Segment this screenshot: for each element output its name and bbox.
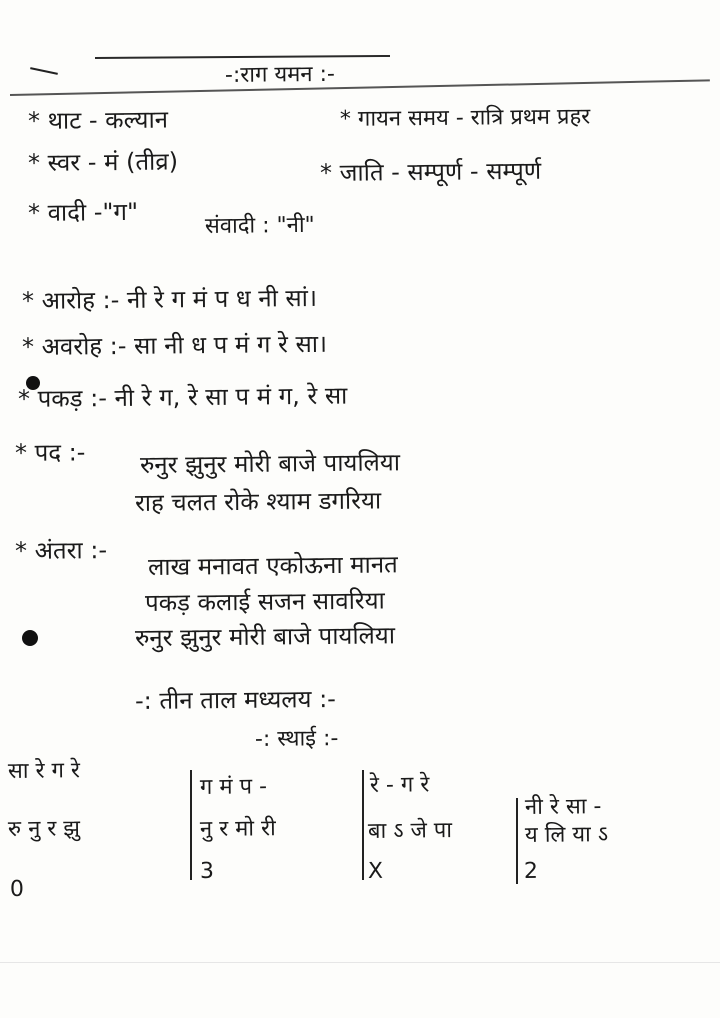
- swar-group-2: ग मं प -: [199, 774, 268, 800]
- thaat-line: * थाट - कल्यान: [27, 105, 169, 135]
- swar-line: * स्वर - मं (तीव्र): [27, 147, 179, 177]
- pakad-line: * पकड़ :- नी रे ग, रे सा प मं ग, रे सा: [17, 381, 348, 413]
- bol-group-4: य लि या ऽ: [524, 822, 609, 848]
- antara-label: * अंतरा :-: [14, 536, 108, 565]
- sthayi-heading: -: स्थाई :-: [254, 726, 339, 752]
- gayan-samay-line: * गायन समय - रात्रि प्रथम प्रहर: [339, 104, 591, 132]
- pad-line-1: रुनुर झुनुर मोरी बाजे पायलिया: [139, 448, 401, 479]
- taal-heading: -: तीन ताल मध्यलय :-: [134, 684, 337, 715]
- jati-line: * जाति - सम्पूर्ण - सम्पूर्ण: [319, 156, 542, 187]
- page-title: -:राग यमन :-: [224, 61, 336, 88]
- header-rule: [10, 79, 710, 95]
- antara-line-2: पकड़ कलाई सजन सावरिया: [144, 586, 385, 617]
- swar-group-1: सा रे ग रे: [7, 758, 81, 784]
- taal-mark-2: 2: [523, 858, 539, 884]
- top-rule-line: [95, 55, 390, 59]
- aaroh-line: * आरोह :- नी रे ग मं प ध नी सां।: [21, 283, 318, 315]
- margin-dash: [30, 67, 58, 75]
- vibhag-divider: [516, 798, 518, 884]
- swar-group-3: रे - ग रे: [369, 772, 430, 798]
- pad-label: * पद :-: [14, 438, 86, 467]
- antara-line-1: लाख मनावत एकोऊना मानत: [147, 550, 398, 581]
- taal-mark-khali: 0: [9, 876, 25, 902]
- antara-line-3: रुनुर झुनुर मोरी बाजे पायलिया: [134, 621, 396, 652]
- taal-mark-3: 3: [199, 858, 215, 884]
- bol-group-1: रु नु र झु: [7, 816, 81, 842]
- swar-group-4: नी रे सा -: [524, 794, 602, 820]
- bol-group-3: बा ऽ जे पा: [367, 818, 453, 844]
- samvadi-line: संवादी : "नी": [204, 212, 315, 239]
- vibhag-divider: [190, 770, 192, 880]
- bol-group-2: नु र मो री: [199, 816, 276, 842]
- taal-mark-sam: X: [367, 858, 384, 884]
- avroh-line: * अवरोह :- सा नी ध प मं ग रे सा।: [21, 329, 328, 361]
- bullet-dot: [22, 630, 38, 646]
- vibhag-divider: [362, 770, 364, 880]
- page-bottom-edge: [0, 962, 720, 963]
- pad-line-2: राह चलत रोके श्याम डगरिया: [134, 486, 382, 517]
- vadi-line: * वादी -"ग": [27, 197, 139, 227]
